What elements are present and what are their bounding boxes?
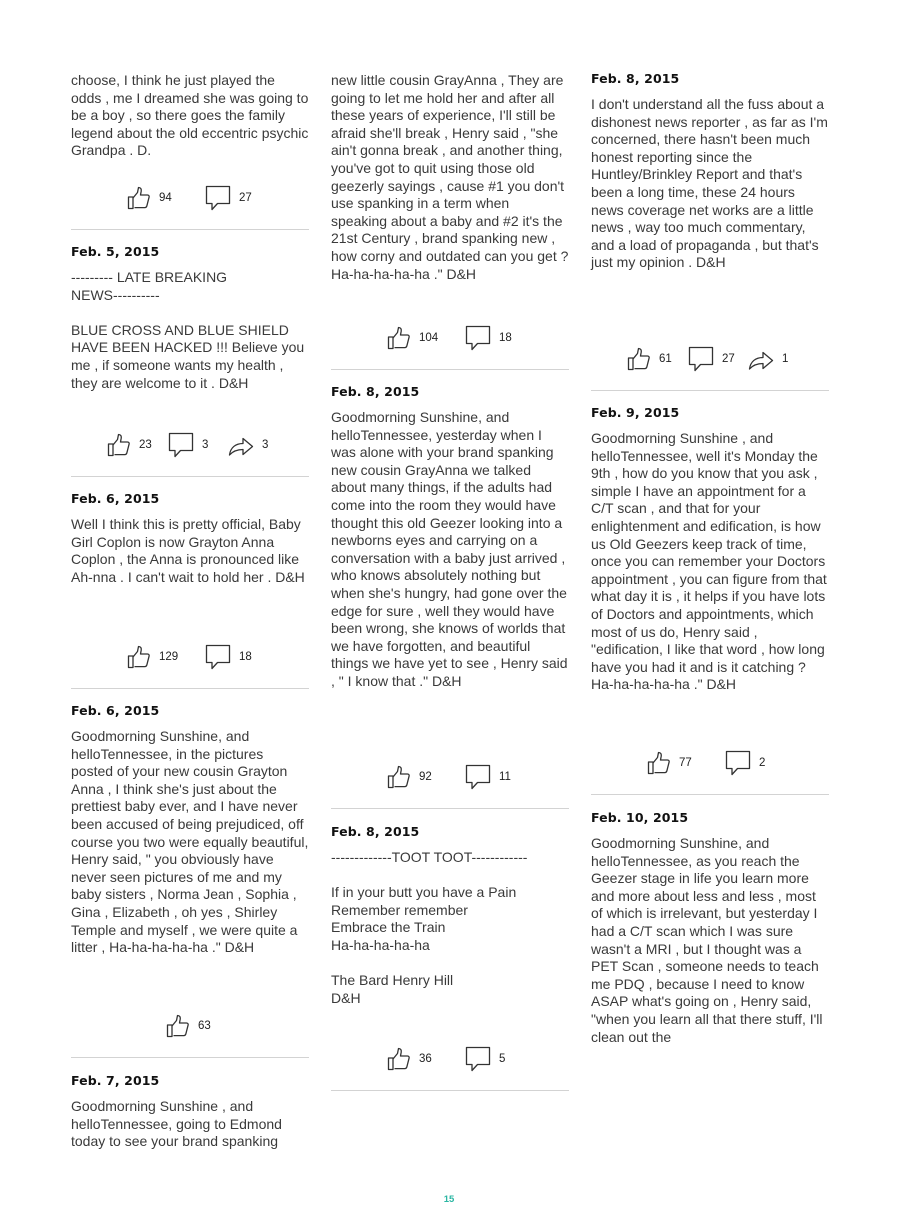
post-date: Feb. 8, 2015: [591, 71, 680, 86]
post-c2-1: [331, 72, 569, 283]
thumbs-up-icon: [627, 347, 651, 371]
post-body: I don't understand all the fuss about a dishonest news reporter , as far as I'm concerned, there hasn't been much honest reporting since the Huntley/Brinkley Report and that's been a long time, these 24 hours news coverage net works are a little news , way too much commentary, and a load of propaganda , but that's just my opinion . D&H: [591, 96, 828, 271]
like-count: 63: [198, 1020, 211, 1032]
thumbs-up-icon: [127, 186, 151, 210]
like-count: 36: [419, 1053, 432, 1065]
post-date: Feb. 8, 2015: [331, 824, 420, 839]
post-date: Feb. 6, 2015: [71, 703, 160, 718]
post-stats: [331, 1044, 569, 1074]
post-body: Goodmorning Sunshine , and helloTennessee, going to Edmond today to see your brand spanking: [71, 1098, 282, 1150]
post-date: Feb. 5, 2015: [71, 244, 160, 259]
post-body: -------------TOOT TOOT------------ If in your butt you have a Pain Remember remember Embrace the Train Ha-ha-ha-ha-ha The Bard Henry Hill D&H: [331, 849, 528, 1006]
divider: [71, 1057, 309, 1058]
post-stats: [591, 748, 829, 778]
like-stat[interactable]: [166, 1011, 211, 1041]
share-arrow-icon: [228, 433, 254, 457]
comment-count: 18: [239, 651, 252, 663]
post-date: Feb. 9, 2015: [591, 405, 680, 420]
speech-bubble-icon: [465, 325, 491, 351]
like-stat[interactable]: [387, 762, 432, 792]
like-count: 104: [419, 332, 439, 344]
comment-stat[interactable]: [168, 430, 208, 460]
post-date: Feb. 10, 2015: [591, 810, 689, 825]
post-body: choose, I think he just played the odds , me I dreamed she was going to be a boy , so there goes the family legend about the old eccentric psychic Grandpa . D.: [71, 72, 309, 159]
speech-bubble-icon: [688, 346, 714, 372]
thumbs-up-icon: [387, 765, 411, 789]
speech-bubble-icon: [205, 185, 231, 211]
post-c1-1: [71, 72, 309, 160]
post-stats: [591, 344, 829, 374]
thumbs-up-icon: [166, 1014, 190, 1038]
thumbs-up-icon: [387, 326, 411, 350]
like-count: 92: [419, 771, 432, 783]
speech-bubble-icon: [465, 1046, 491, 1072]
post-body: Well I think this is pretty official, Baby Girl Coplon is now Grayton Anna Coplon , the Anna is pronounced like Ah-nna . I can't wait to hold her . D&H: [71, 516, 305, 585]
post-c3-2: [591, 405, 829, 694]
post-body: --------- LATE BREAKING NEWS---------- BLUE CROSS AND BLUE SHIELD HAVE BEEN HACKED !!! Believe you me , if someone wants my health , they are welcome to it . D&H: [71, 269, 305, 391]
share-count: 1: [782, 353, 789, 365]
post-body: Goodmorning Sunshine, and helloTennessee, as you reach the Geezer stage in life you learn more and more about less and less , most of which is irrelevant, but yesterday I had a C/T scan which I was sure wasn't a MRI , but I thought was a PET Scan , someone needs to teach me PDQ , because I need to know ASAP what's going on , Henry said, "when you learn all that there stuff, I'll clean out the: [591, 835, 823, 1045]
share-stat[interactable]: [748, 344, 788, 374]
divider: [71, 229, 309, 230]
post-date: Feb. 6, 2015: [71, 491, 160, 506]
speech-bubble-icon: [205, 644, 231, 670]
like-count: 77: [679, 757, 692, 769]
comment-count: 11: [499, 771, 511, 783]
post-c3-3: [591, 810, 829, 1046]
divider: [591, 794, 829, 795]
like-stat[interactable]: [387, 323, 438, 353]
page-number: 15: [443, 1194, 455, 1205]
post-c3-1: [591, 71, 829, 272]
like-stat[interactable]: [127, 183, 172, 213]
like-count: 129: [159, 651, 179, 663]
thumbs-up-icon: [127, 645, 151, 669]
post-body: Goodmorning Sunshine , and helloTennessee, well it's Monday the 9th , how do you know that you ask , simple I have an appointment for a C/T scan , and that for your enlightenment and edification, is how us Old Geezers keep track of time, once you can remember your Doctors appointment , you can figure from that what day it is , it helps if you have lots of Doctors and appointments, which most of us do, Henry said , "edification, I like that word , how long have you had it and is it catching ? Ha-ha-ha-ha-ha ." D&H: [591, 430, 827, 693]
post-body: new little cousin GrayAnna , They are going to let me hold her and after all these years of experience, I'll still be afraid she'll break , Henry said , "she ain't gonna break , and another thing, you've got to quit using those old geezerly sayings , cause #1 you don't use spanking in a term when speaking about a baby and #2 it's the 21st Century , brand spanking new , how corny and outdated can you get ? Ha-ha-ha-ha-ha ." D&H: [331, 72, 569, 282]
post-body: Goodmorning Sunshine, and helloTennessee, yesterday when I was alone with your brand spanking new cousin GrayAnna we talked about many things, if the adults had come into the room they would have thought this old Geezer looking into a newborns eyes and carrying on a conversation with a baby just arrived , who knows absolutely nothing but when she's hungry, had gone over the edge for sure , well they would have been wrong, she knows of worlds that we have forgotten, and beautiful things we have yet to see , Henry said , " I know that ." D&H: [331, 409, 568, 689]
post-date: Feb. 8, 2015: [331, 384, 420, 399]
thumbs-up-icon: [387, 1047, 411, 1071]
post-c2-3: [331, 824, 569, 1007]
post-c1-4: [71, 703, 309, 957]
post-date: Feb. 7, 2015: [71, 1073, 160, 1088]
speech-bubble-icon: [465, 764, 491, 790]
post-stats: [71, 430, 309, 460]
post-stats: [71, 642, 309, 672]
thumbs-up-icon: [107, 433, 131, 457]
post-stats: [331, 323, 569, 353]
comment-stat[interactable]: [205, 642, 252, 672]
share-count: 3: [262, 439, 269, 451]
comment-count: 2: [759, 757, 766, 769]
like-count: 23: [139, 439, 152, 451]
post-stats: [331, 762, 569, 792]
divider: [331, 808, 569, 809]
comment-stat[interactable]: [688, 344, 735, 374]
divider: [71, 476, 309, 477]
comment-stat[interactable]: [465, 323, 512, 353]
post-c1-5: [71, 1073, 309, 1151]
divider: [331, 369, 569, 370]
divider: [71, 688, 309, 689]
comment-stat[interactable]: [725, 748, 765, 778]
share-stat[interactable]: [228, 430, 268, 460]
comment-count: 27: [239, 192, 252, 204]
like-count: 94: [159, 192, 172, 204]
thumbs-up-icon: [647, 751, 671, 775]
post-body: Goodmorning Sunshine, and helloTennessee, in the pictures posted of your new cousin Grayton Anna , I think she's just about the prettiest baby ever, and I have never been accused of being prejudiced, off course you two were equally beautiful, Henry said, " you obviously have never seen pictures of me and my baby sisters , Norma Jean , Sophia , Gina , Elizabeth , oh yes , Shirley Temple and myself , we were quite a litter , Ha-ha-ha-ha-ha ." D&H: [71, 728, 309, 956]
comment-count: 18: [499, 332, 512, 344]
like-stat[interactable]: [647, 748, 692, 778]
speech-bubble-icon: [725, 750, 751, 776]
share-arrow-icon: [748, 347, 774, 371]
comment-count: 27: [722, 353, 735, 365]
comment-count: 5: [499, 1053, 506, 1065]
like-stat[interactable]: [107, 430, 152, 460]
post-stats: [71, 183, 309, 213]
post-stats: [71, 1011, 309, 1041]
post-c1-3: [71, 491, 309, 586]
like-stat[interactable]: [387, 1044, 432, 1074]
like-stat[interactable]: [127, 642, 178, 672]
post-c1-2: [71, 244, 309, 392]
like-count: 61: [659, 353, 672, 365]
comment-stat[interactable]: [465, 1044, 505, 1074]
comment-count: 3: [202, 439, 209, 451]
divider: [591, 390, 829, 391]
comment-stat[interactable]: [465, 762, 511, 792]
like-stat[interactable]: [627, 344, 672, 374]
post-c2-2: [331, 384, 569, 691]
divider: [331, 1090, 569, 1091]
comment-stat[interactable]: [205, 183, 252, 213]
speech-bubble-icon: [168, 432, 194, 458]
